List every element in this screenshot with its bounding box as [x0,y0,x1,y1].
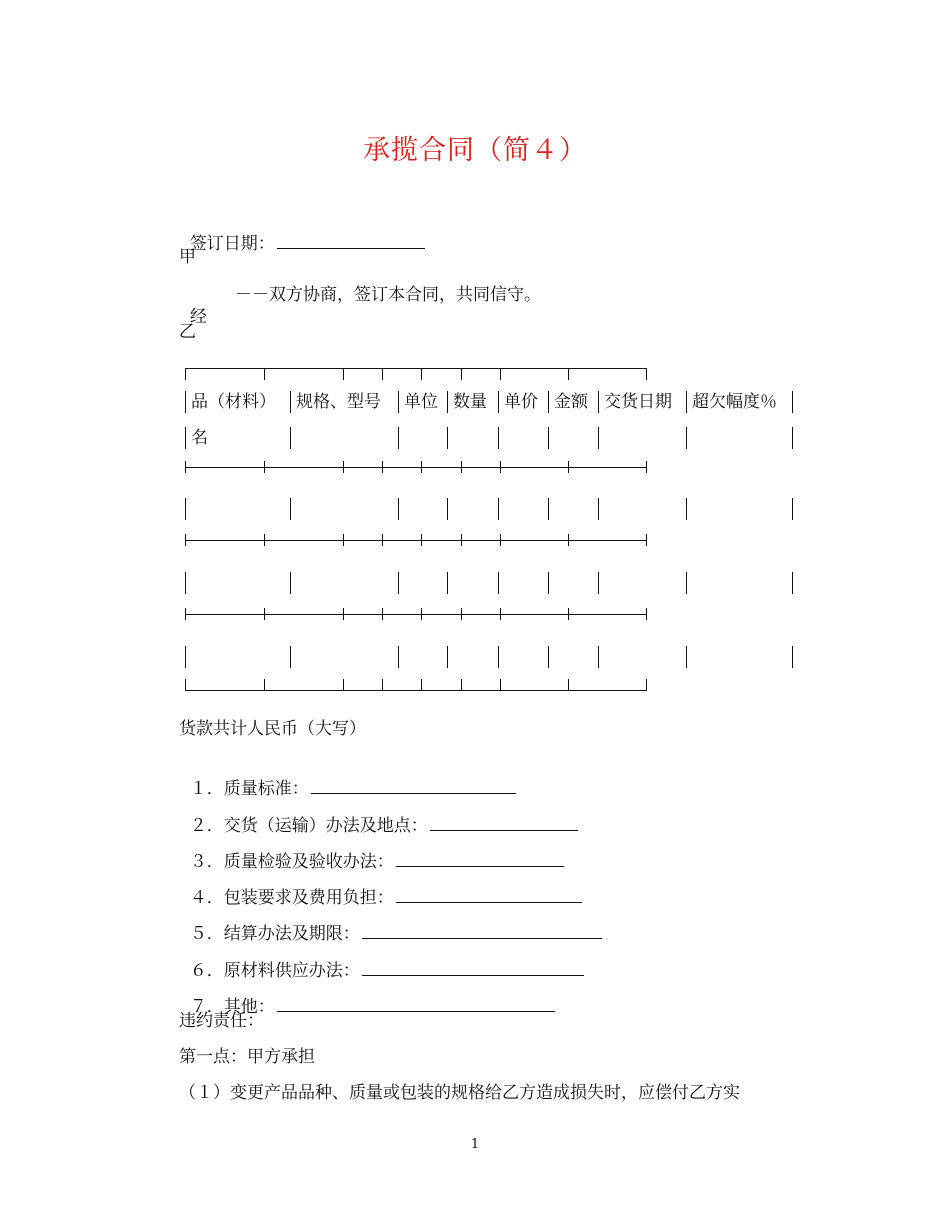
table-rule-tick [421,534,422,546]
table-cell-border [548,572,549,594]
table-cell-border [185,646,186,668]
table-rule-tick [382,368,383,380]
table-header-cell: 单位 [404,392,438,412]
table-cell-border [686,646,687,668]
table-cell-border [548,391,549,413]
clause-6-label: ６．原材料供应办法： [189,961,360,981]
table-cell-border [792,572,793,594]
clause-1-label: １．质量标准： [189,779,309,799]
table-cell-border [498,646,499,668]
table-cell-border [792,646,793,668]
table-header-cell: 单价 [504,392,538,412]
table-rule-tick [461,461,462,473]
table-cell-border [686,498,687,520]
table-rule-tick [185,608,186,620]
table-cell-border [598,572,599,594]
clause-5-label: ５．结算办法及期限： [189,924,360,944]
table-cell-border [598,498,599,520]
table-cell-border [548,498,549,520]
table-rule-tick [646,368,647,380]
party-b-label: 乙 [179,322,196,342]
table-cell-border [398,427,399,449]
table-rule-tick [500,368,501,380]
table-rule-tick [421,608,422,620]
table-rule-tick [461,368,462,380]
table-rule-tick [421,461,422,473]
table-header-cell: 金额 [554,392,588,412]
table-cell-border [290,572,291,594]
point-one-item-1: （１）变更产品品种、质量或包装的规格给乙方造成损失时，应偿付乙方实 [179,1083,740,1103]
point-one-heading: 第一点：甲方承担 [179,1047,315,1067]
table-rule [185,540,646,541]
table-rule-tick [421,368,422,380]
table-rule-tick [421,679,422,691]
table-rule-tick [343,368,344,380]
table-rule-tick [382,461,383,473]
clause-4-label: ４．包装要求及费用负担： [189,888,394,908]
table-rule-tick [568,368,569,380]
table-cell-border [548,646,549,668]
table-cell-border [185,427,186,449]
page-number: 1 [470,1137,480,1152]
table-cell-border [185,498,186,520]
clause-7-label: ７．其他： [189,997,275,1017]
table-rule-tick [500,608,501,620]
table-rule-tick [500,461,501,473]
table-cell-border [447,498,448,520]
table-rule [185,690,646,691]
table-rule [185,368,646,369]
table-rule-tick [264,534,265,546]
table-rule-tick [382,534,383,546]
table-cell-border [290,646,291,668]
table-rule-tick [264,461,265,473]
table-cell-border [290,427,291,449]
table-rule-tick [343,679,344,691]
table-cell-border [447,391,448,413]
table-rule-tick [343,461,344,473]
table-cell-border [686,427,687,449]
table-cell-border [548,427,549,449]
clause-3-label: ３．质量检验及验收办法： [189,852,394,872]
table-rule-tick [185,368,186,380]
liability-heading: 违约责任： [179,1011,264,1031]
table-cell-border [398,572,399,594]
table-rule-tick [646,534,647,546]
sign-date-blank[interactable] [277,232,425,249]
table-rule-tick [500,534,501,546]
table-header-cell: 品（材料） [191,392,276,412]
table-cell-border [398,498,399,520]
table-header-cell-wrap: 名 [191,428,208,448]
total-amount-label: 货款共计人民币（大写） [179,719,366,739]
table-cell-border [686,391,687,413]
sign-date-label: 签订日期： [189,234,275,254]
clause-2-label: ２．交货（运输）办法及地点： [189,816,428,836]
table-rule-tick [461,679,462,691]
page-title: 承揽合同（简４） [363,135,587,166]
table-rule-tick [646,679,647,691]
table-rule-tick [264,608,265,620]
table-rule-tick [646,461,647,473]
table-cell-border [185,391,186,413]
table-cell-border [447,427,448,449]
table-rule-tick [568,534,569,546]
table-cell-border [447,646,448,668]
table-cell-border [598,646,599,668]
table-cell-border [498,391,499,413]
table-header-cell: 超欠幅度％ [692,392,777,412]
table-cell-border [290,391,291,413]
table-rule-tick [461,608,462,620]
table-cell-border [598,427,599,449]
party-a-label: 甲 [179,247,196,267]
table-header-cell: 数量 [453,392,487,412]
table-header-cell: 规格、型号 [296,392,381,412]
table-rule-tick [568,461,569,473]
table-rule-tick [343,608,344,620]
table-cell-border [185,572,186,594]
business-line-label: 经 [189,307,207,327]
table-cell-border [290,498,291,520]
table-cell-border [498,572,499,594]
table-rule-tick [185,679,186,691]
table-cell-border [398,646,399,668]
table-cell-border [498,498,499,520]
table-cell-border [792,391,793,413]
table-cell-border [447,572,448,594]
table-cell-border [686,572,687,594]
table-cell-border [792,498,793,520]
table-rule-tick [461,534,462,546]
table-cell-border [792,427,793,449]
table-cell-border [398,391,399,413]
table-rule [185,467,646,468]
table-rule-tick [185,461,186,473]
table-rule-tick [646,608,647,620]
table-rule-tick [382,679,383,691]
table-rule-tick [382,608,383,620]
table-rule-tick [264,679,265,691]
table-rule [185,614,646,615]
table-rule-tick [568,679,569,691]
sign-date-line [179,210,425,255]
table-rule-tick [343,534,344,546]
business-line-text: －－双方协商，签订本合同，共同信守。 [235,285,541,305]
table-cell-border [498,427,499,449]
clause-7-blank[interactable] [277,995,555,1012]
table-rule-tick [264,368,265,380]
table-header-cell: 交货日期 [604,392,672,412]
table-rule-tick [500,679,501,691]
table-cell-border [598,391,599,413]
table-rule-tick [185,534,186,546]
table-rule-tick [568,608,569,620]
